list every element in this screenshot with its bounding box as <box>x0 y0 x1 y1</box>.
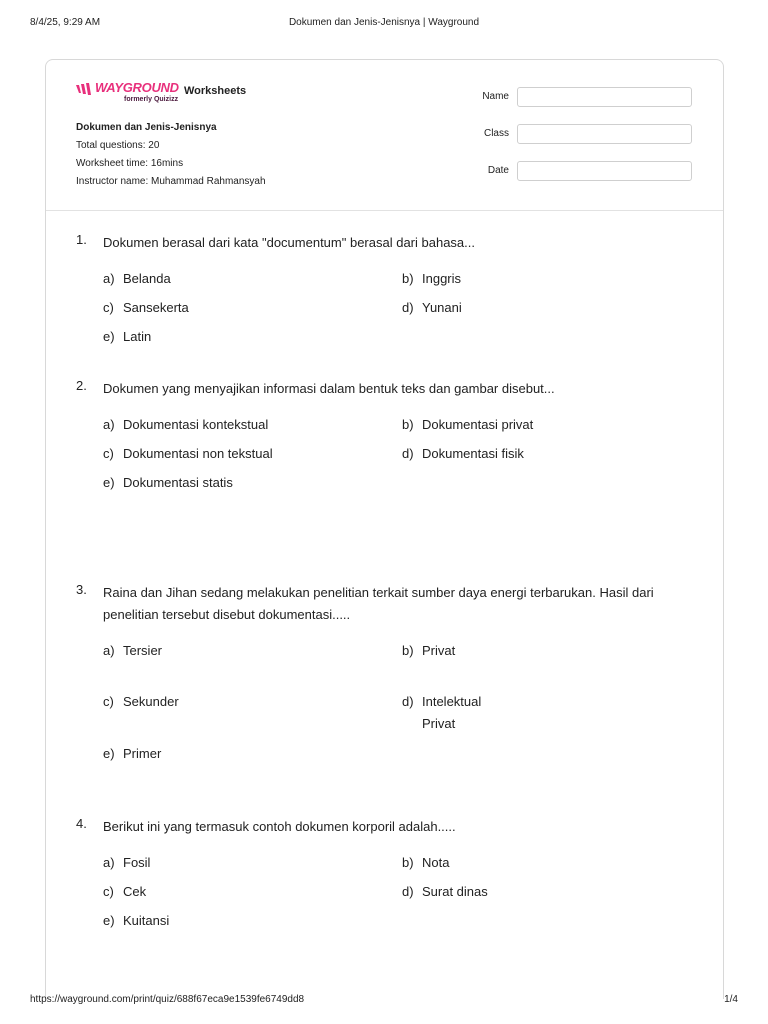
option-b <box>402 640 455 662</box>
option-letter: a) <box>103 855 115 870</box>
date-label: Date <box>487 165 509 176</box>
name-label: Name <box>482 91 509 102</box>
option-text: Latin <box>123 329 152 344</box>
option-d <box>402 297 462 319</box>
logo-subtitle: formerly Quizizz <box>124 96 179 103</box>
option-a <box>103 852 150 874</box>
question-number: 2. <box>76 378 87 393</box>
option-text: Inggris <box>422 271 462 286</box>
section-label: Worksheets <box>184 85 247 97</box>
option-text: Dokumentasi non tekstual <box>123 446 273 461</box>
option-d <box>402 443 524 465</box>
wayground-logo-icon <box>76 82 94 96</box>
option-text: Tersier <box>123 643 163 658</box>
instructor-name: Instructor name: Muhammad Rahmansyah <box>76 176 266 187</box>
option-text: Dokumentasi kontekstual <box>123 417 269 432</box>
option-letter: b) <box>402 417 414 432</box>
option-e <box>103 472 233 494</box>
option-c <box>103 297 189 319</box>
question-number: 3. <box>76 582 87 597</box>
option-c <box>103 691 179 713</box>
option-letter: d) <box>402 884 414 899</box>
option-b <box>402 852 449 874</box>
print-date: 8/4/25, 9:29 AM <box>30 17 101 28</box>
option-d <box>402 881 488 903</box>
question-number: 4. <box>76 816 87 831</box>
option-letter: d) <box>402 446 414 461</box>
option-text: Yunani <box>422 300 462 315</box>
wayground-logo <box>76 80 180 108</box>
option-text: Surat dinas <box>422 884 488 899</box>
option-letter: c) <box>103 694 114 709</box>
class-field[interactable] <box>517 124 692 144</box>
question-text: Dokumen berasal dari kata "documentum" berasal dari bahasa... <box>103 235 475 250</box>
print-footer <box>30 994 738 1008</box>
option-text: Primer <box>123 746 162 761</box>
option-text: Cek <box>123 884 147 899</box>
option-a <box>103 640 162 662</box>
option-a <box>103 414 268 436</box>
worksheet-header <box>46 60 723 211</box>
option-text: Kuitansi <box>123 913 170 928</box>
option-text: Dokumentasi statis <box>123 475 233 490</box>
option-letter: d) <box>402 694 414 709</box>
option-d <box>402 691 492 735</box>
option-e <box>103 743 161 765</box>
question-text: Dokumen yang menyajikan informasi dalam bentuk teks dan gambar disebut... <box>103 381 555 396</box>
option-b <box>402 414 533 436</box>
option-letter: b) <box>402 643 414 658</box>
option-letter: a) <box>103 643 115 658</box>
option-text: Fosil <box>123 855 151 870</box>
option-text: Belanda <box>123 271 171 286</box>
option-text: Intelektual Privat <box>422 694 482 731</box>
worksheet-meta <box>76 119 266 191</box>
total-questions: Total questions: 20 <box>76 140 160 151</box>
option-letter: e) <box>103 913 115 928</box>
option-letter: b) <box>402 271 414 286</box>
option-text: Dokumentasi fisik <box>422 446 524 461</box>
option-a <box>103 268 171 290</box>
option-letter: d) <box>402 300 414 315</box>
date-field[interactable] <box>517 161 692 181</box>
option-letter: c) <box>103 300 114 315</box>
print-header <box>30 17 738 31</box>
option-letter: c) <box>103 884 114 899</box>
question-number: 1. <box>76 232 87 247</box>
option-letter: e) <box>103 329 115 344</box>
page-number: 1/4 <box>724 994 738 1005</box>
print-title: Dokumen dan Jenis-Jenisnya | Wayground <box>288 17 480 28</box>
option-letter: c) <box>103 446 114 461</box>
option-text: Sekunder <box>123 694 179 709</box>
option-letter: e) <box>103 746 115 761</box>
worksheet-time: Worksheet time: 16mins <box>76 158 184 169</box>
question-text: Berikut ini yang termasuk contoh dokumen korporil adalah..... <box>103 819 456 834</box>
name-field[interactable] <box>517 87 692 107</box>
option-b <box>402 268 461 290</box>
page-url: https://wayground.com/print/quiz/688f67eca9e1539fe6749dd8 <box>30 994 305 1005</box>
worksheet-title: Dokumen dan Jenis-Jenisnya <box>76 122 217 133</box>
option-letter: a) <box>103 271 115 286</box>
option-text: Sansekerta <box>123 300 189 315</box>
option-e <box>103 326 151 348</box>
option-text: Nota <box>422 855 450 870</box>
option-c <box>103 881 146 903</box>
logo-wordmark: WAYGROUND <box>95 80 179 95</box>
option-c <box>103 443 273 465</box>
worksheet <box>45 59 724 999</box>
option-e <box>103 910 169 932</box>
option-text: Privat <box>422 643 456 658</box>
question-text: Raina dan Jihan sedang melakukan penelitian terkait sumber daya energi terbarukan. Hasil dari penelitian tersebut disebut dokumentasi..... <box>103 585 654 622</box>
option-text: Dokumentasi privat <box>422 417 534 432</box>
option-letter: a) <box>103 417 115 432</box>
class-label: Class <box>483 128 509 139</box>
option-letter: e) <box>103 475 115 490</box>
option-letter: b) <box>402 855 414 870</box>
